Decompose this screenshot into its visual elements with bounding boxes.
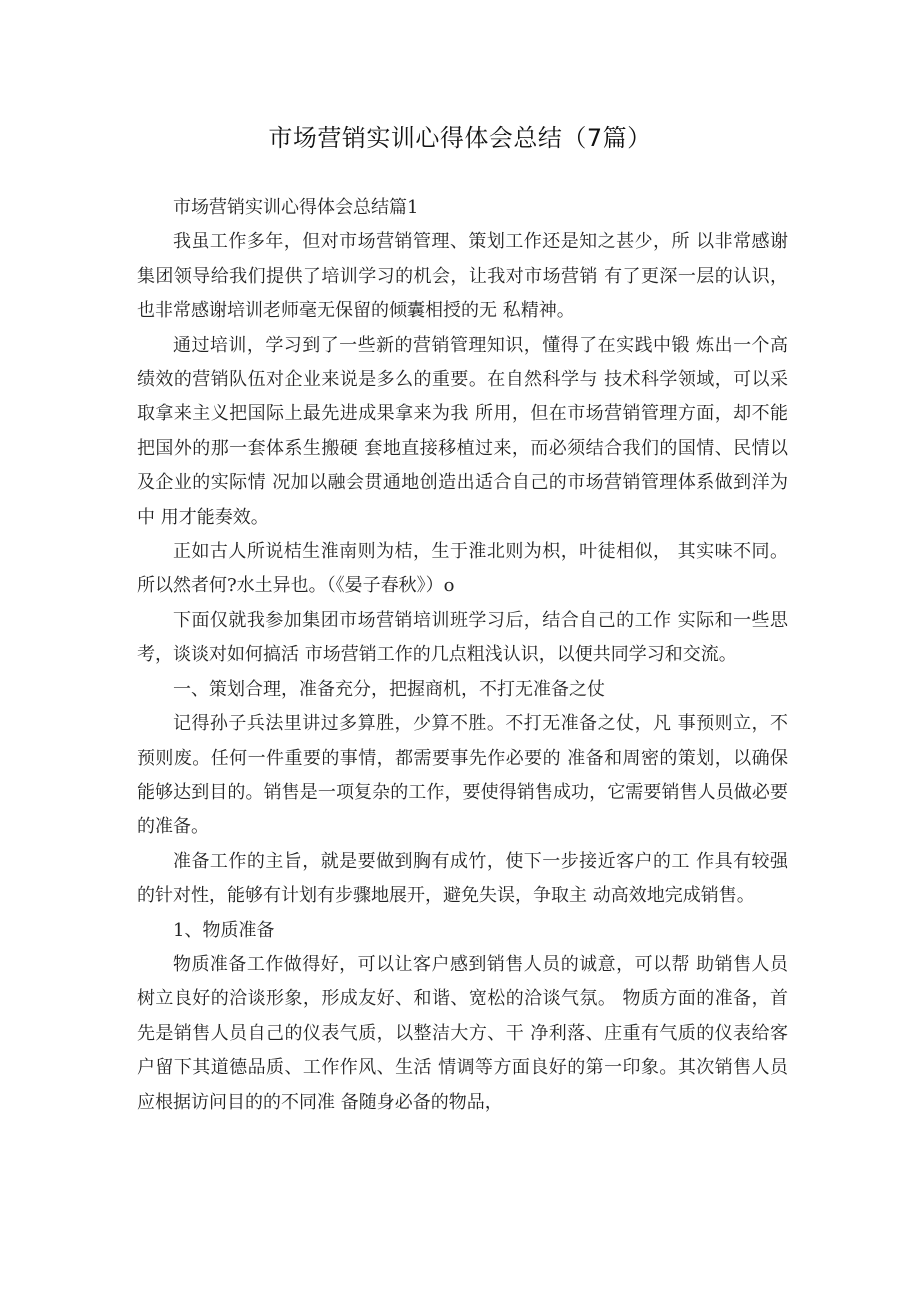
paragraph: 准备工作的主旨，就是要做到胸有成竹，使下一步接近客户的工 作具有较强的针对性，能够有计划有步骤地展开，避免失误，争取主 动高效地完成销售。 bbox=[137, 850, 788, 907]
paragraph: 记得孙子兵法里讲过多算胜，少算不胜。不打无准备之仗，凡 事预则立，不预则废。任何一件重要的事情，都需要事先作必要的 准备和周密的策划，以确保能够达到目的。销售是一项复杂的工作，要使得销售成功，它需要销售人员做必要的准备。 bbox=[137, 713, 788, 838]
section-heading: 1、物质准备 bbox=[173, 919, 275, 941]
document-title: 市场营销实训心得体会总结（7篇） bbox=[268, 124, 652, 152]
paragraph: 通过培训，学习到了一些新的营销管理知识，懂得了在实践中锻 炼出一个高绩效的营销队伍对企业来说是多么的重要。在自然科学与 技术科学领域，可以采取拿来主义把国际上最先进成果拿来为我 所用，但在市场营销管理方面，却不能把国外的那一套体系生搬硬 套地直接移植过来，而必须结合我们的国情、民情以及企业的实际情 况加以融会贯通地创造出适合自己的市场营销管理体系做到洋为中 用才能奏效。 bbox=[137, 334, 788, 528]
paragraph: 正如古人所说桔生淮南则为桔，生于淮北则为枳，叶徒相似， 其实味不同。所以然者何?水土异也。（《晏子春秋》）o bbox=[137, 541, 788, 597]
paragraph: 物质准备工作做得好，可以让客户感到销售人员的诚意，可以帮 助销售人员树立良好的洽谈形象，形成友好、和谐、宽松的洽谈气氛。 物质方面的准备，首先是销售人员自己的仪表气质，以整洁大方、干 净利落、庄重有气质的仪表给客户留下其道德品质、工作作风、生活 情调等方面良好的第一印象。其次销售人员应根据访问目的的不同准 备随身必备的物品， bbox=[137, 953, 788, 1113]
section-heading: 一、策划合理，准备充分，把握商机，不打无准备之仗 bbox=[173, 678, 605, 700]
paragraph: 我虽工作多年，但对市场营销管理、策划工作还是知之甚少，所 以非常感谢集团领导给我们提供了培训学习的机会，让我对市场营销 有了更深一层的认识，也非常感谢培训老师毫无保留的倾囊相授的无 私精神。 bbox=[137, 231, 788, 322]
section-heading: 市场营销实训心得体会总结篇1 bbox=[173, 197, 419, 218]
document-body bbox=[137, 191, 788, 1120]
paragraph: 下面仅就我参加集团市场营销培训班学习后，结合自己的工作 实际和一些思考，谈谈对如何搞活 市场营销工作的几点粗浅认识，以便共同学习和交流。 bbox=[137, 609, 788, 666]
